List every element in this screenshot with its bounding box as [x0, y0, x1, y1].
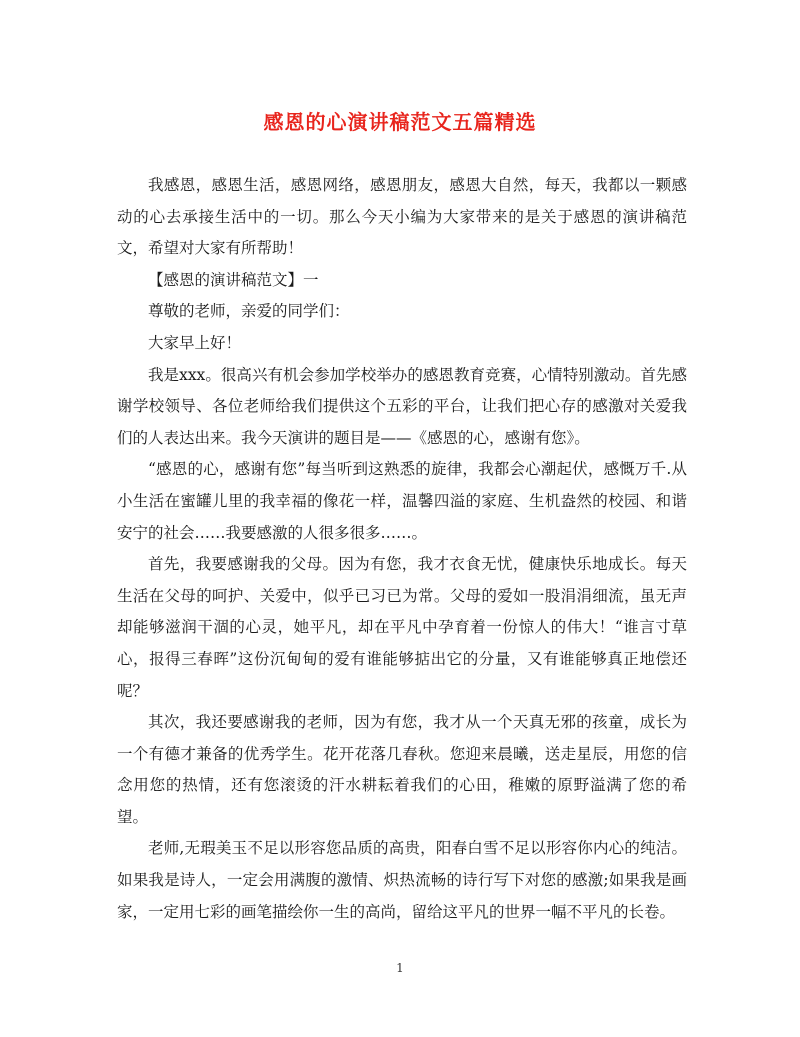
document-title: 感恩的心演讲稿范文五篇精选 [263, 110, 537, 134]
paragraph-parents: 首先，我要感谢我的父母。因为有您，我才衣食无忧，健康快乐地成长。每天生活在父母的呵护、关爱中，似乎已习已为常。父母的爱如一股涓涓细流，虽无声却能够滋润干涸的心灵，她平凡，却在平凡中孕育着一份惊人的伟大！“谁言寸草心，报得三春晖”这份沉甸甸的爱有谁能够掂出它的分量，又有谁能够真正地偿还呢？ [117, 555, 687, 700]
paragraph-greeting: 大家早上好！ [148, 333, 242, 352]
paragraph-self-intro: 我是xxx。很高兴有机会参加学校举办的感恩教育竞赛，心情特别激动。首先感谢学校领导、各位老师给我们提供这个五彩的平台，让我们把心存的感激对关爱我们的人表达出来。我今天演讲的题目是——《感恩的心，感谢有您》。 [117, 365, 687, 447]
document-body [117, 170, 687, 928]
paragraph-intro: 我感恩，感恩生活，感恩网络，感恩朋友，感恩大自然，每天，我都以一颗感动的心去承接生活中的一切。那么今天小编为大家带来的是关于感恩的演讲稿范文，希望对大家有所帮助！ [117, 176, 687, 258]
page-number: 1 [396, 961, 404, 975]
paragraph-teacher-praise: 老师,无瑕美玉不足以形容您品质的高贵，阳春白雪不足以形容你内心的纯洁。如果我是诗人，一定会用满腹的激情、炽热流畅的诗行写下对您的感激;如果我是画家，一定用七彩的画笔描绘你一生的高尚，留给这平凡的世界一幅不平凡的长卷。 [117, 839, 687, 921]
paragraph-section-heading: 【感恩的演讲稿范文】一 [148, 270, 319, 289]
paragraph-salutation: 尊敬的老师，亲爱的同学们： [148, 302, 350, 321]
paragraph-song: “感恩的心，感谢有您”每当听到这熟悉的旋律，我都会心潮起伏，感慨万千.从小生活在蜜罐儿里的我幸福的像花一样，温馨四溢的家庭、生机盎然的校园、和谐安宁的社会……我要感激的人很多很多……。 [117, 460, 687, 542]
paragraph-teachers: 其次，我还要感谢我的老师，因为有您，我才从一个天真无邪的孩童，成长为一个有德才兼备的优秀学生。花开花落几春秋。您迎来晨曦，送走星辰，用您的信念用您的热情，还有您滚烫的汗水耕耘着我们的心田，稚嫩的原野溢满了您的希望。 [117, 713, 687, 826]
